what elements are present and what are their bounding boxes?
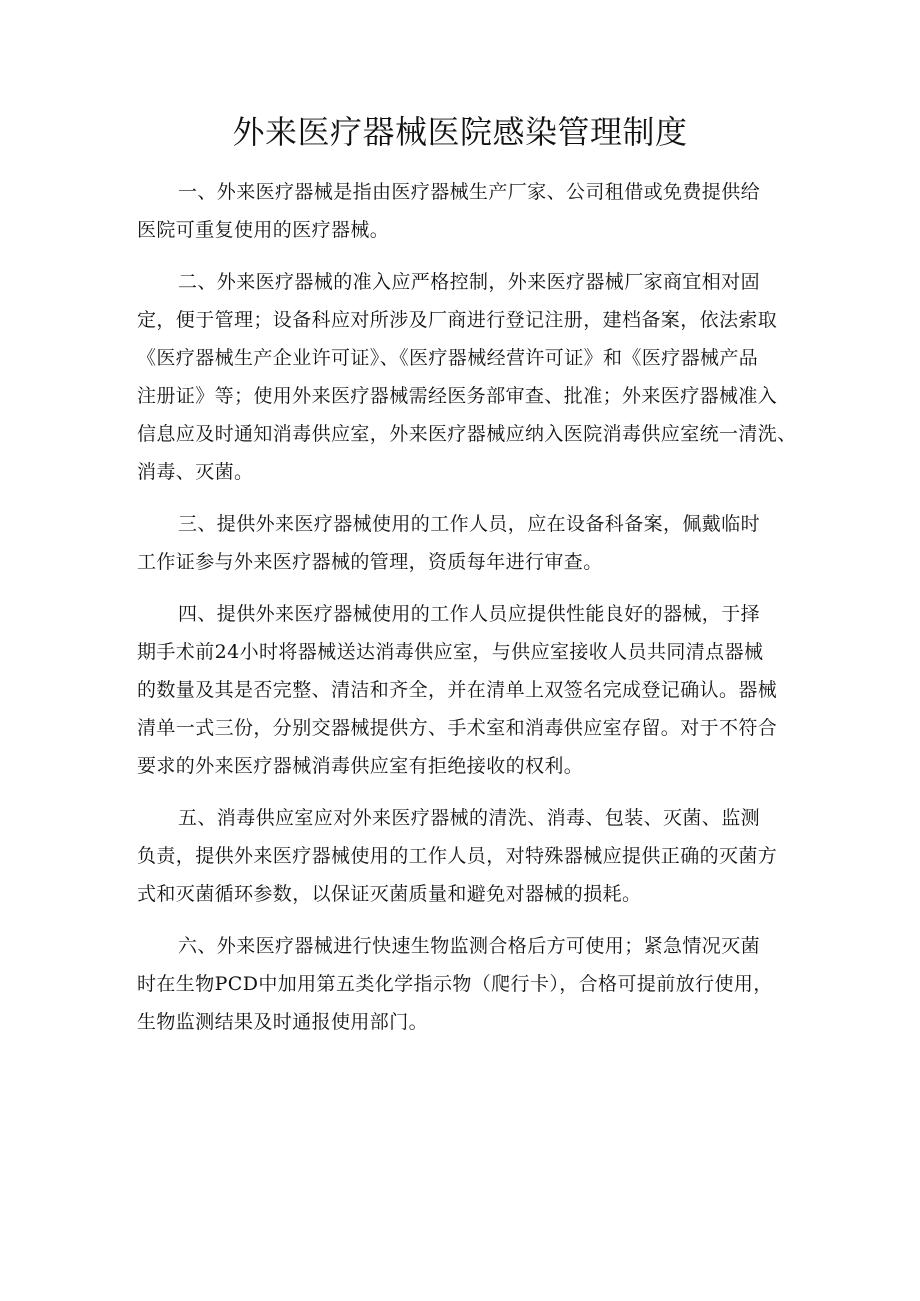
text-line: 时在生物PCD中加用第五类化学指示物（爬行卡），合格可提前放行使用， [137,973,773,995]
text-line: 《医疗器械生产企业许可证》、《医疗器械经营许可证》和《医疗器械产品 [137,347,759,369]
text-line: 生物监测结果及时通报使用部门。 [137,1011,429,1033]
text-line: 一、外来医疗器械是指由医疗器械生产厂家、公司租借或免费提供给 [178,181,761,203]
paragraph-6 [137,927,797,1041]
paragraph-5 [137,799,797,913]
text-line: 期手术前24小时将器械送达消毒供应室，与供应室接收人员共同清点器械 [137,641,764,663]
paragraph-3 [137,505,797,581]
text-line: 二、外来医疗器械的准入应严格控制，外来医疗器械厂家商宜相对固 [178,271,761,293]
text-line: 定，便于管理；设备科应对所涉及厂商进行登记注册，建档备案，依法索取 [137,309,778,331]
text-line: 工作证参与外来医疗器械的管理，资质每年进行审查。 [137,551,603,573]
document-title: 外来医疗器械医院感染管理制度 [232,113,688,151]
text-line: 注册证》等；使用外来医疗器械需经医务部审查、批准；外来医疗器械准入 [137,385,778,407]
text-line: 式和灭菌循环参数，以保证灭菌质量和避免对器械的损耗。 [137,883,642,905]
paragraph-1 [137,173,797,249]
text-line: 要求的外来医疗器械消毒供应室有拒绝接收的权利。 [137,755,584,777]
text-line: 负责，提供外来医疗器械使用的工作人员，对特殊器械应提供正确的灭菌方 [137,845,778,867]
text-line: 六、外来医疗器械进行快速生物监测合格后方可使用；紧急情况灭菌 [178,935,761,957]
text-line: 五、消毒供应室应对外来医疗器械的清洗、消毒、包装、灭菌、监测 [178,807,761,829]
text-line: 清单一式三份，分别交器械提供方、手术室和消毒供应室存留。对于不符合 [137,717,778,739]
text-line: 消毒、灭菌。 [137,461,254,483]
text-line: 医院可重复使用的医疗器械。 [137,219,390,241]
text-line: 三、提供外来医疗器械使用的工作人员，应在设备科备案，佩戴临时 [178,513,761,535]
text-line: 四、提供外来医疗器械使用的工作人员应提供性能良好的器械，于择 [178,603,761,625]
text-line: 的数量及其是否完整、清洁和齐全，并在清单上双签名完成登记确认。器械 [137,679,778,701]
document-body [137,173,797,1041]
paragraph-2 [137,263,797,491]
text-line: 信息应及时通知消毒供应室，外来医疗器械应纳入医院消毒供应室统一清洗、 [137,423,797,445]
paragraph-4 [137,595,797,785]
